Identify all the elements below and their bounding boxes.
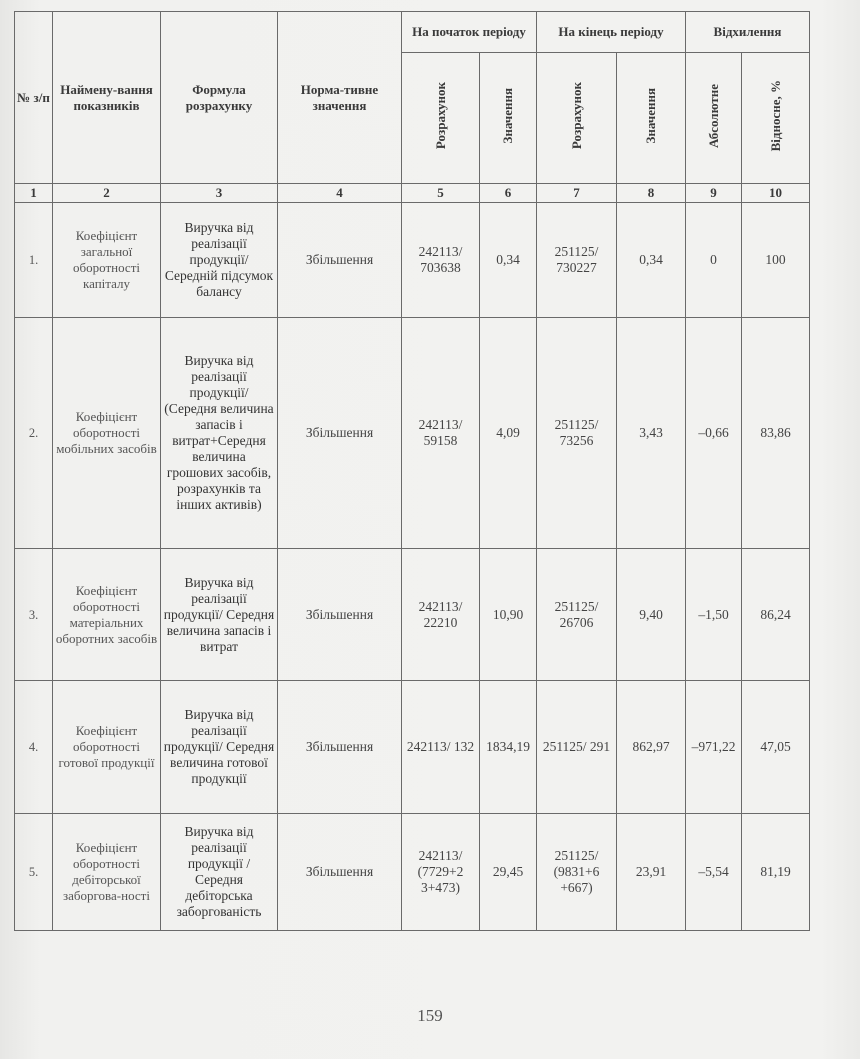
relative-deviation-cell: 100 — [742, 203, 810, 318]
row-number: 5. — [15, 814, 53, 931]
formula-cell: Виручка від реалізації продукції/ Середня величина запасів і витрат — [161, 549, 278, 681]
table-row — [15, 549, 810, 681]
row-number: 4. — [15, 681, 53, 814]
formula-cell: Виручка від реалізації продукції/ Середній підсумок балансу — [161, 203, 278, 318]
value-end-cell: 23,91 — [617, 814, 686, 931]
column-number: 7 — [537, 184, 617, 203]
value-end-cell: 9,40 — [617, 549, 686, 681]
indicator-name: Коефіцієнт оборотності дебіторської заборгова-ності — [53, 814, 161, 931]
row-number: 3. — [15, 549, 53, 681]
calc-start-cell: 242113/ 132 — [402, 681, 480, 814]
calc-end-cell: 251125/ 730227 — [537, 203, 617, 318]
row-number: 1. — [15, 203, 53, 318]
column-number: 10 — [742, 184, 810, 203]
calc-start-cell: 242113/ (7729+2 3+473) — [402, 814, 480, 931]
indicator-name: Коефіцієнт оборотності матеріальних оборотних засобів — [53, 549, 161, 681]
calc-start-cell: 242113/ 703638 — [402, 203, 480, 318]
value-start-cell: 4,09 — [480, 318, 537, 549]
header-indicator-name: Наймену-вання показників — [53, 12, 161, 184]
calc-end-cell: 251125/ 73256 — [537, 318, 617, 549]
header-value-start: Значення — [480, 53, 537, 184]
relative-deviation-cell: 47,05 — [742, 681, 810, 814]
header-relative: Відносне, % — [742, 53, 810, 184]
norm-value-cell: Збільшення — [278, 814, 402, 931]
norm-value-cell: Збільшення — [278, 549, 402, 681]
relative-deviation-cell: 86,24 — [742, 549, 810, 681]
calc-start-cell: 242113/ 22210 — [402, 549, 480, 681]
turnover-ratios-table — [14, 11, 810, 931]
column-number: 2 — [53, 184, 161, 203]
column-number: 8 — [617, 184, 686, 203]
column-number: 3 — [161, 184, 278, 203]
value-start-cell: 1834,19 — [480, 681, 537, 814]
column-number: 9 — [686, 184, 742, 203]
header-period-end: На кінець періоду — [537, 12, 686, 53]
value-start-cell: 0,34 — [480, 203, 537, 318]
norm-value-cell: Збільшення — [278, 203, 402, 318]
column-number-row — [15, 184, 810, 203]
indicator-name: Коефіцієнт оборотності мобільних засобів — [53, 318, 161, 549]
value-start-cell: 10,90 — [480, 549, 537, 681]
value-end-cell: 0,34 — [617, 203, 686, 318]
relative-deviation-cell: 83,86 — [742, 318, 810, 549]
header-norm-value: Норма-тивне значення — [278, 12, 402, 184]
column-number: 6 — [480, 184, 537, 203]
value-start-cell: 29,45 — [480, 814, 537, 931]
header-period-start: На початок періоду — [402, 12, 537, 53]
norm-value-cell: Збільшення — [278, 318, 402, 549]
header-row-number: № з/п — [15, 12, 53, 184]
relative-deviation-cell: 81,19 — [742, 814, 810, 931]
column-number: 4 — [278, 184, 402, 203]
absolute-deviation-cell: –1,50 — [686, 549, 742, 681]
header-deviation: Відхилення — [686, 12, 810, 53]
absolute-deviation-cell: 0 — [686, 203, 742, 318]
table-row — [15, 681, 810, 814]
table-row — [15, 203, 810, 318]
calc-start-cell: 242113/ 59158 — [402, 318, 480, 549]
indicator-name: Коефіцієнт оборотності готової продукції — [53, 681, 161, 814]
norm-value-cell: Збільшення — [278, 681, 402, 814]
header-absolute: Абсолютне — [686, 53, 742, 184]
absolute-deviation-cell: –0,66 — [686, 318, 742, 549]
row-number: 2. — [15, 318, 53, 549]
value-end-cell: 3,43 — [617, 318, 686, 549]
table-row — [15, 318, 810, 549]
calc-end-cell: 251125/ (9831+6 +667) — [537, 814, 617, 931]
calc-end-cell: 251125/ 26706 — [537, 549, 617, 681]
column-number: 1 — [15, 184, 53, 203]
formula-cell: Виручка від реалізації продукції/ Середня величина готової продукції — [161, 681, 278, 814]
column-number: 5 — [402, 184, 480, 203]
indicator-name: Коефіцієнт загальної оборотності капіталу — [53, 203, 161, 318]
header-value-end: Значення — [617, 53, 686, 184]
calc-end-cell: 251125/ 291 — [537, 681, 617, 814]
formula-cell: Виручка від реалізації продукції / Середня дебіторська заборгованість — [161, 814, 278, 931]
formula-cell: Виручка від реалізації продукції/ (Середня величина запасів і витрат+Середня величина грошових засобів, розрахунків та інших активів) — [161, 318, 278, 549]
header-calc-end: Розрахунок — [537, 53, 617, 184]
table-row — [15, 814, 810, 931]
absolute-deviation-cell: –5,54 — [686, 814, 742, 931]
page-number: 159 — [417, 1006, 443, 1025]
value-end-cell: 862,97 — [617, 681, 686, 814]
header-calc-start: Розрахунок — [402, 53, 480, 184]
header-formula: Формула розрахунку — [161, 12, 278, 184]
absolute-deviation-cell: –971,22 — [686, 681, 742, 814]
